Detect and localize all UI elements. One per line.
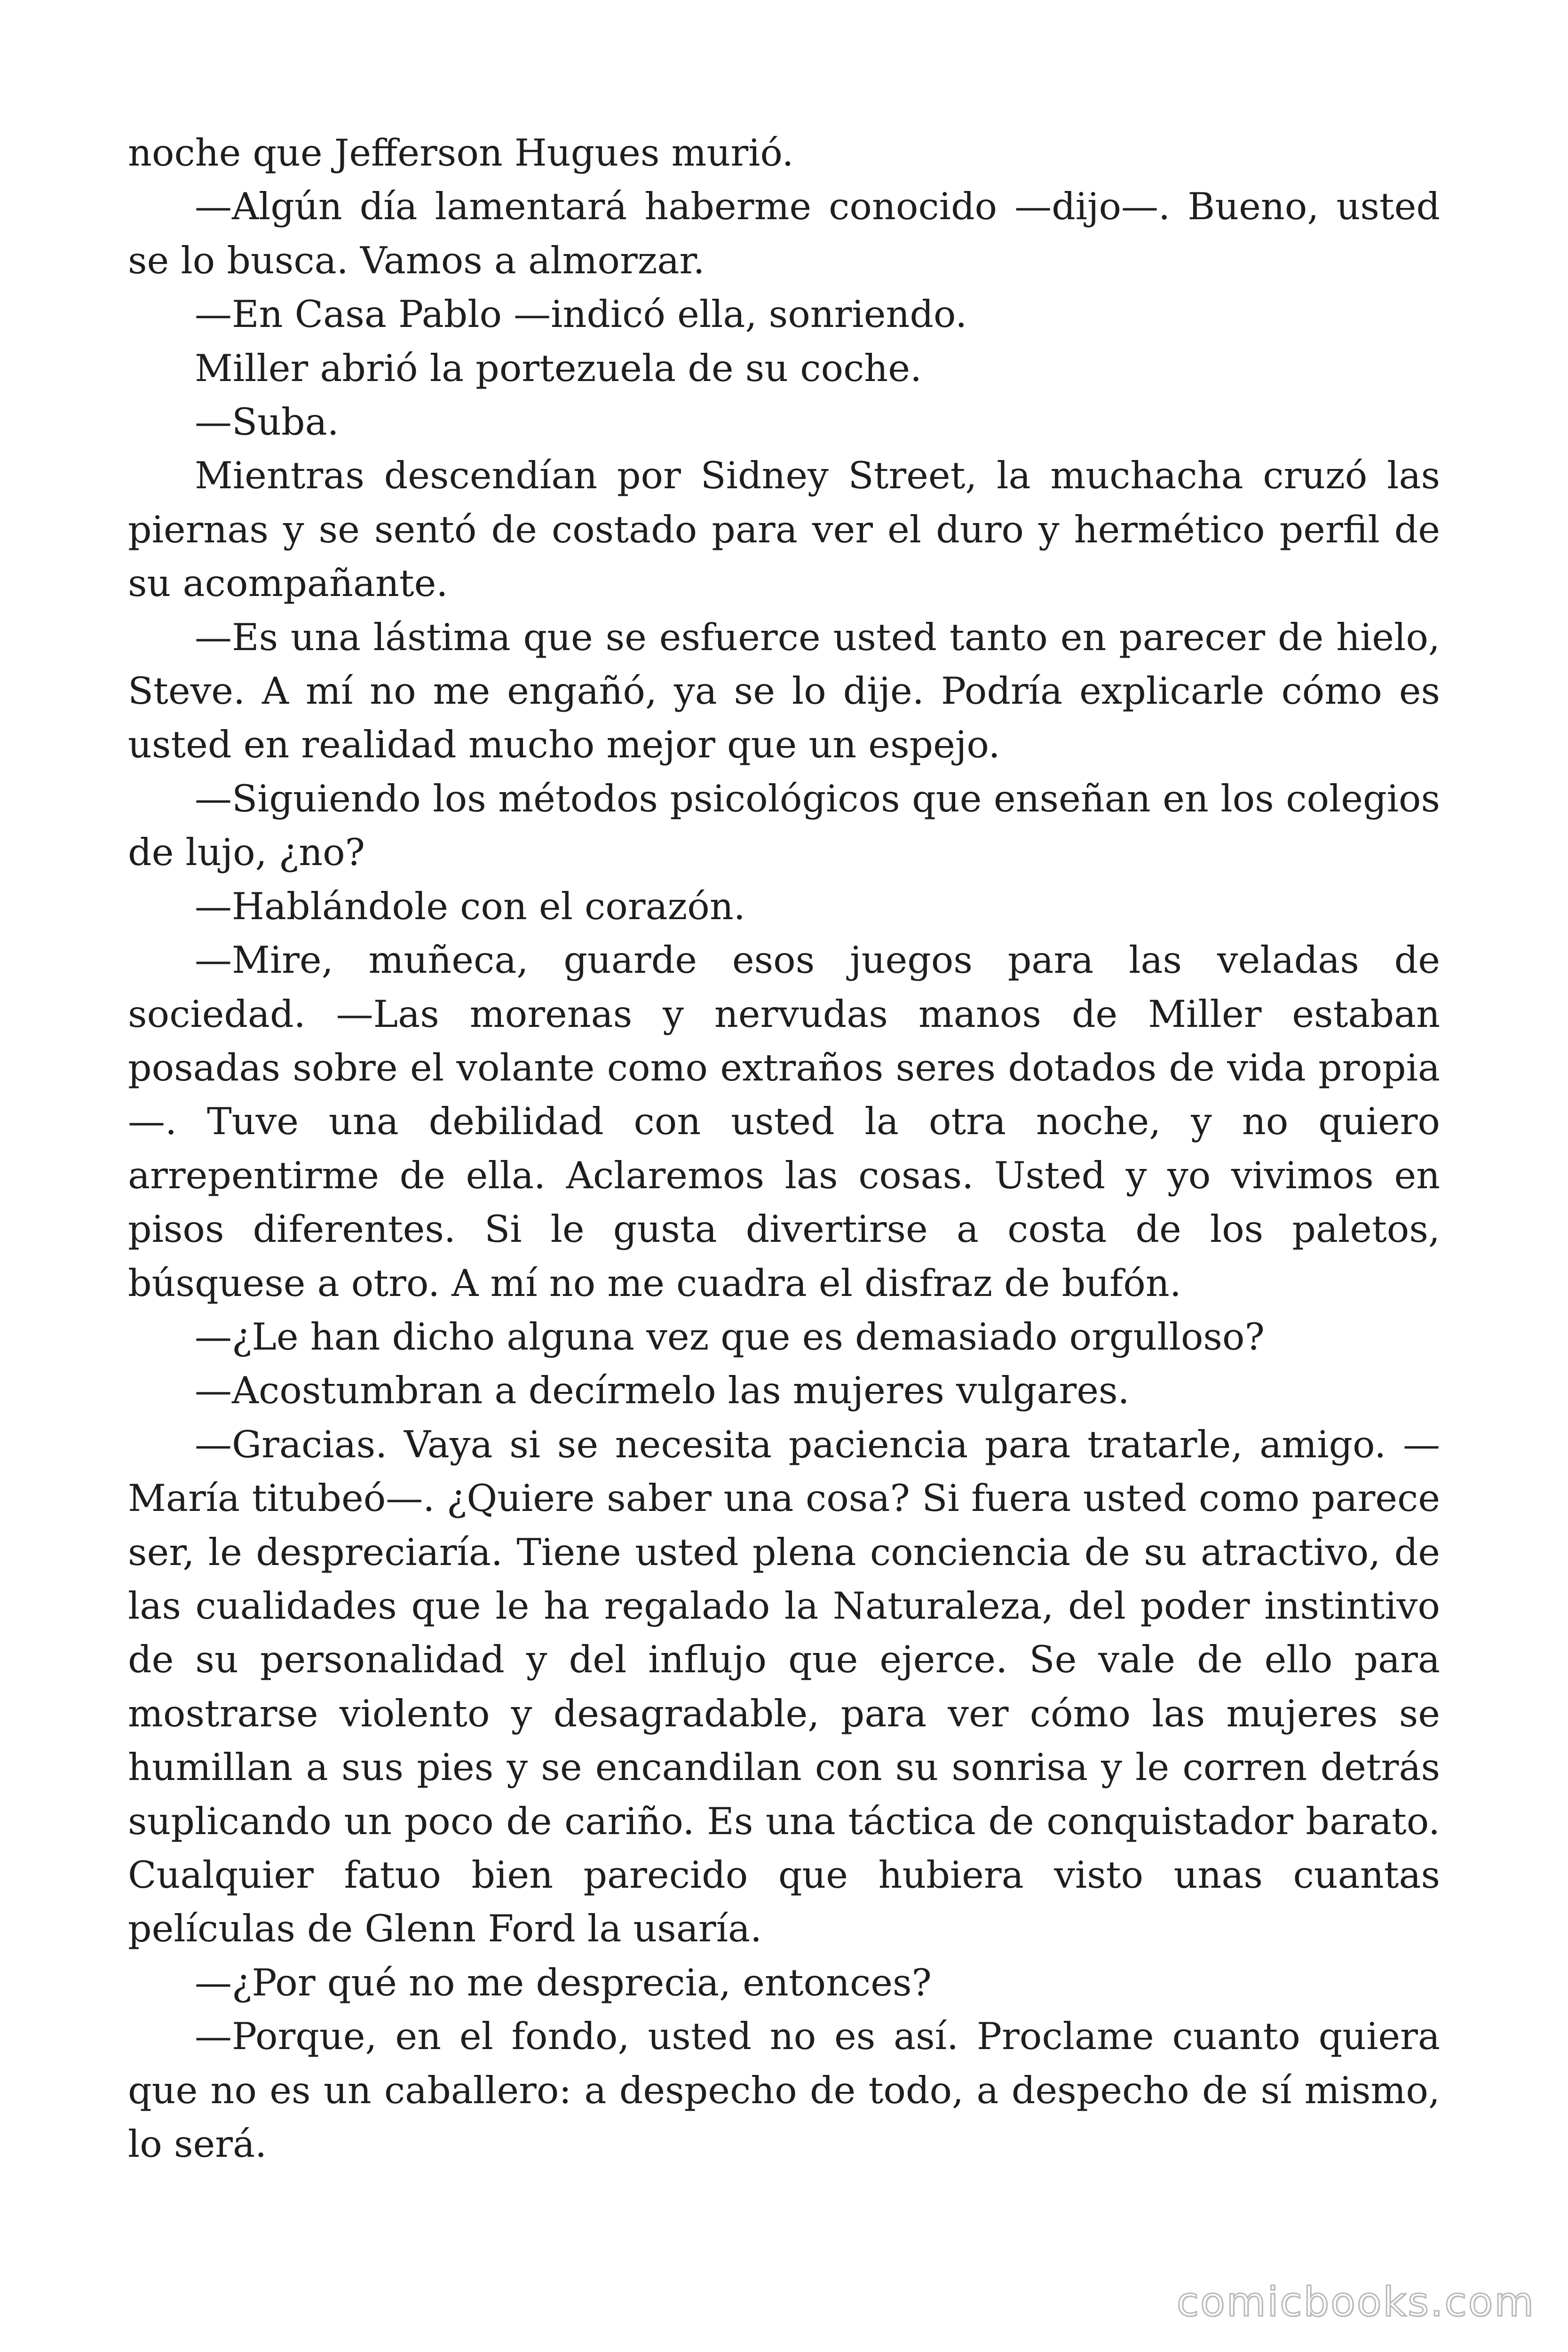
paragraph: —Suba.	[195, 400, 339, 444]
paragraph: —Mire, muñeca, guarde esos juegos para las veladas de sociedad. —Las morenas y nervudas manos de Miller estaban posadas sobre el volante como extraños seres dotados de vida propia—. Tuve una debilidad con usted la otra noche, y no quiero arrepentirme de ella. Aclaremos las cosas. Usted y yo vivimos en pisos diferentes. Si le gusta divertirse a costa de los paletos, búsquese a otro. A mí no me cuadra el disfraz de bufón.	[128, 938, 1440, 1305]
paragraph-continuation: noche que Jefferson Hugues murió.	[128, 131, 794, 175]
paragraph: —En Casa Pablo —indicó ella, sonriendo.	[195, 293, 967, 336]
paragraph: Mientras descendían por Sidney Street, la muchacha cruzó las piernas y se sentó de costado para ver el duro y hermético perfil de su acompañante.	[128, 454, 1440, 605]
paragraph: —Porque, en el fondo, usted no es así. Proclame cuanto quiera que no es un caballero: a despecho de todo, a despecho de sí mismo, lo será.	[128, 2015, 1440, 2166]
paragraph: Miller abrió la portezuela de su coche.	[195, 346, 922, 390]
paragraph: —Hablándole con el corazón.	[195, 884, 745, 928]
paragraph: —Gracias. Vaya si se necesita paciencia para tratarle, amigo. —María titubeó—. ¿Quiere saber una cosa? Si fuera usted como parece ser, le despreciaría. Tiene usted plena conciencia de su atractivo, de las cualidades que le ha regalado la Naturaleza, del poder instintivo de su personalidad y del influjo que ejerce. Se vale de ello para mostrarse violento y desagradable, para ver cómo las mujeres se humillan a sus pies y se encandilan con su sonrisa y le corren detrás suplicando un poco de cariño. Es una táctica de conquistador barato. Cualquier fatuo bien parecido que hubiera visto unas cuantas películas de Glenn Ford la usaría.	[128, 1422, 1440, 1951]
paragraph: —Acostumbran a decírmelo las mujeres vulgares.	[195, 1369, 1130, 1413]
paragraph: —Es una lástima que se esfuerce usted tanto en parecer de hielo, Steve. A mí no me engañó, ya se lo dije. Podría explicarle cómo es usted en realidad mucho mejor que un espejo.	[128, 615, 1440, 767]
paragraph: —Siguiendo los métodos psicológicos que enseñan en los colegios de lujo, ¿no?	[128, 777, 1440, 874]
paragraph: —¿Por qué no me desprecia, entonces?	[195, 1961, 932, 2004]
paragraph: —¿Le han dicho alguna vez que es demasiado orgulloso?	[195, 1315, 1265, 1359]
paragraph: —Algún día lamentará haberme conocido —dijo—. Bueno, usted se lo busca. Vamos a almorzar.	[128, 185, 1440, 282]
watermark: comicbooks.com	[1176, 2279, 1535, 2326]
book-page-text	[128, 126, 1440, 2171]
